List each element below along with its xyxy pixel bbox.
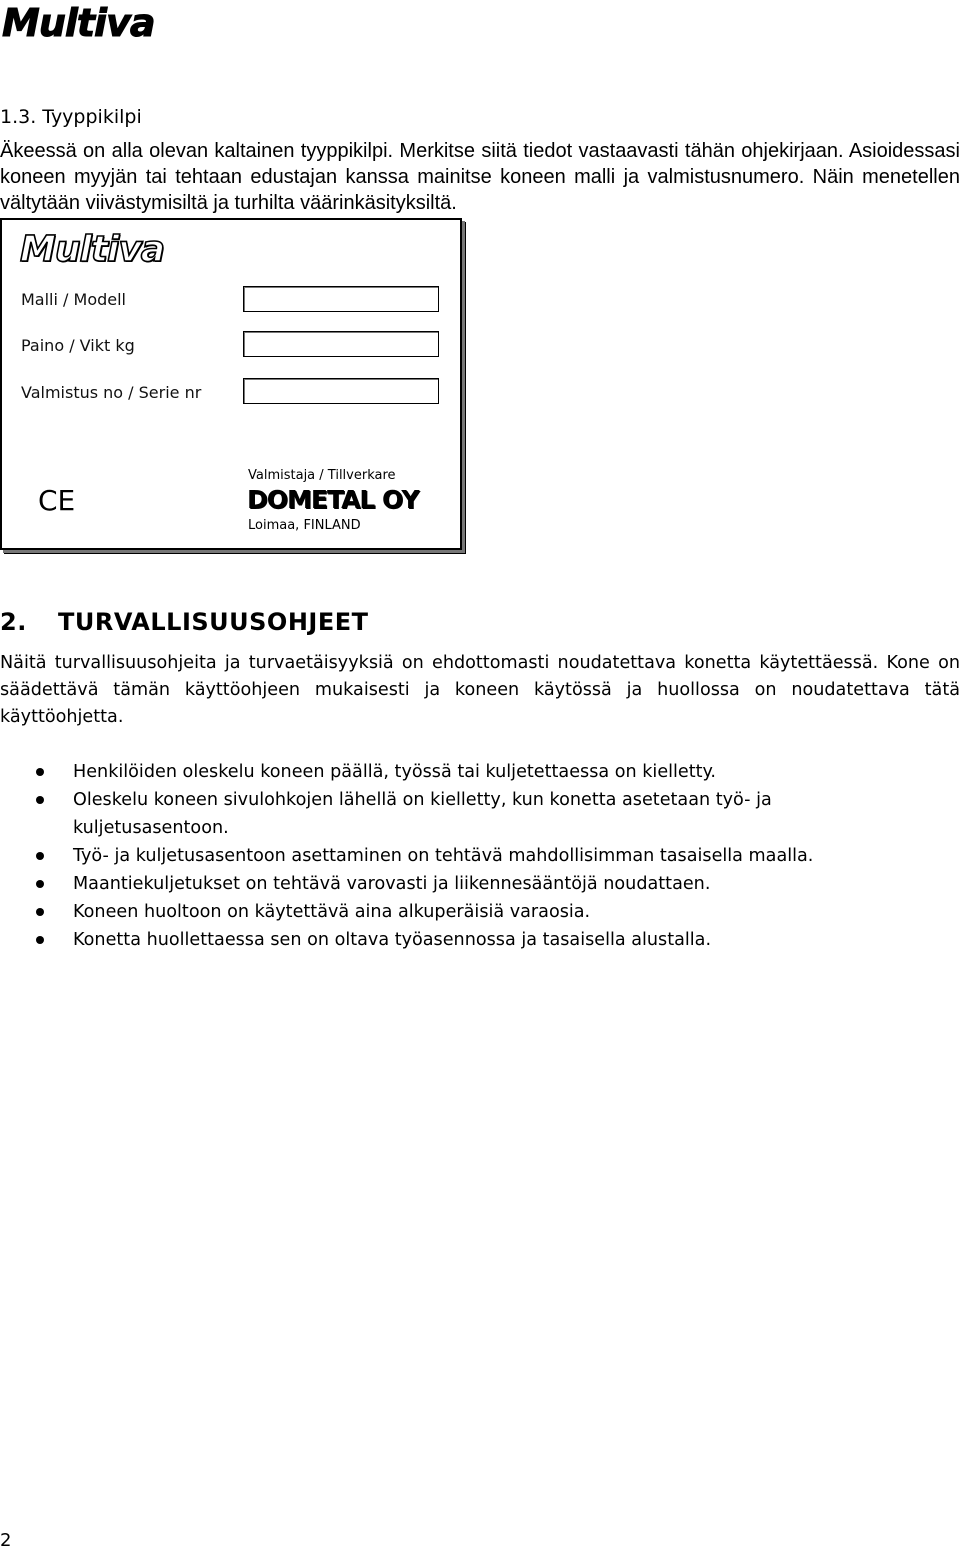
section-title: TURVALLISUUSOHJEET [58, 608, 369, 636]
list-item [0, 898, 960, 926]
plate-label-weight: Paino / Vikt kg [21, 336, 135, 355]
multiva-logo: Multiva [2, 1, 155, 45]
manufacturer-name: DOMETAL OY [247, 485, 419, 514]
bullet-icon [36, 768, 44, 776]
plate-field-model [243, 286, 439, 312]
list-item [0, 842, 960, 870]
plate-label-model: Malli / Modell [21, 290, 126, 309]
bullet-icon [36, 880, 44, 888]
bullet-icon [36, 908, 44, 916]
plate-multiva-logo: Multiva [20, 229, 165, 270]
list-item-text: Koneen huoltoon on käytettävä aina alkuperäisiä varaosia. [73, 902, 591, 922]
list-item-text: Oleskelu koneen sivulohkojen lähellä on kielletty, kun konetta asetetaan työ- ja kuljetusasentoon. [73, 790, 772, 838]
section-heading-type-plate: 1.3. Tyyppikilpi [0, 106, 142, 128]
list-item [0, 786, 960, 842]
list-item [0, 870, 960, 898]
safety-intro-paragraph: Näitä turvallisuusohjeita ja turvaetäisyyksiä on ehdottomasti noudatettava konetta käytettäessä. Kone on säädettävä tämän käyttöohjeen mukaisesti ja koneen käytössä ja huollossa on noudatettava tätä käyttöohjetta. [0, 653, 960, 727]
ce-mark: CE [38, 484, 76, 517]
bullet-icon [36, 796, 44, 804]
list-item [0, 758, 960, 786]
bullet-icon [36, 936, 44, 944]
plate-field-serial [243, 378, 439, 404]
bullet-icon [36, 852, 44, 860]
type-plate-intro-paragraph: Äkeessä on alla olevan kaltainen tyyppikilpi. Merkitse siitä tiedot vastaavasti tähän ohjekirjaan. Asioidessasi koneen myyjän tai tehtaan edustajan kanssa mainitse koneen malli ja valmistusnumero. Näin menetellen vältytään viivästymisiltä ja turhilta väärinkäsityksiltä. [0, 140, 960, 214]
list-item [0, 926, 960, 954]
type-plate-illustration [0, 218, 462, 550]
manufacturer-location: Loimaa, FINLAND [248, 518, 361, 533]
safety-bullet-list [0, 758, 960, 954]
page-number: 2 [0, 1530, 12, 1551]
section-heading-safety [0, 606, 369, 638]
list-item-text: Työ- ja kuljetusasentoon asettaminen on tehtävä mahdollisimman tasaisella maalla. [73, 846, 814, 866]
list-item-text: Konetta huollettaessa sen on oltava työasennossa ja tasaisella alustalla. [73, 930, 712, 950]
plate-field-weight [243, 331, 439, 357]
plate-label-serial: Valmistus no / Serie nr [21, 383, 202, 402]
list-item-text: Henkilöiden oleskelu koneen päällä, työssä tai kuljetettaessa on kielletty. [73, 762, 717, 782]
section-number: 2. [0, 608, 27, 636]
manufacturer-label: Valmistaja / Tillverkare [248, 468, 396, 483]
list-item-text: Maantiekuljetukset on tehtävä varovasti ja liikennesääntöjä noudattaen. [73, 874, 711, 894]
